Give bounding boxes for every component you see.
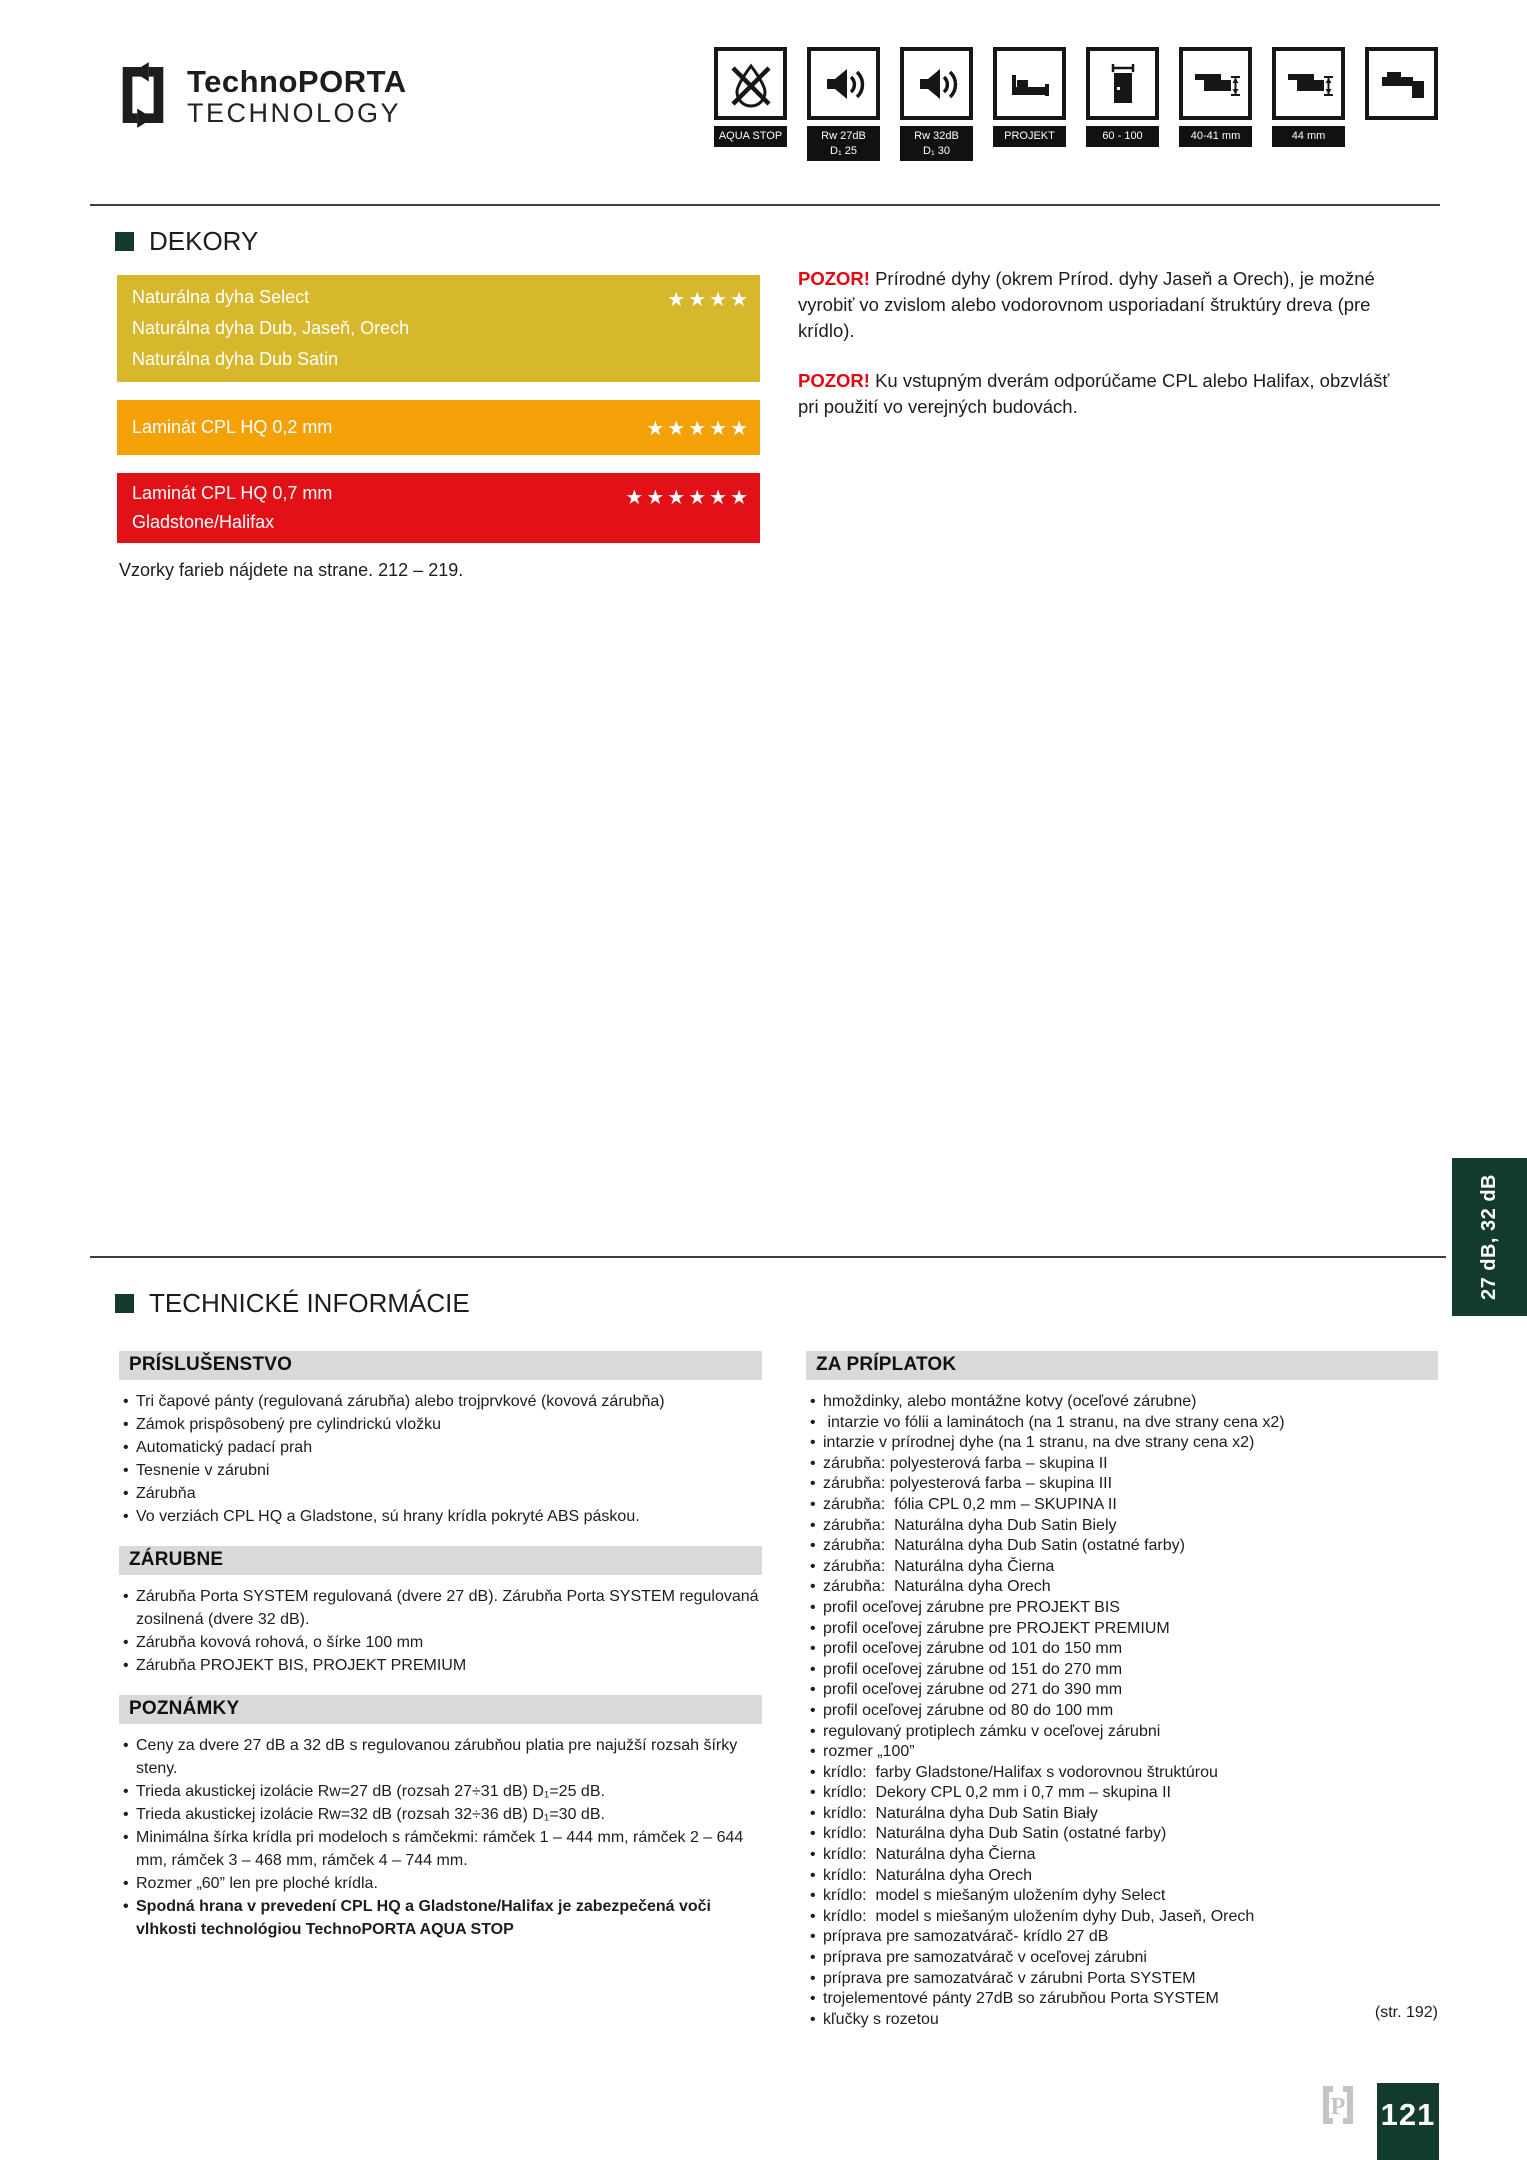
star-rating: ★★★★★★ xyxy=(625,487,751,509)
door-thickness-icon xyxy=(1272,47,1345,120)
tech-divider xyxy=(90,1256,1446,1258)
section-square-marker xyxy=(115,232,134,251)
list-item: • Tri čapové pánty (regulovaná zárubňa) alebo trojprvkové (kovová zárubňa) xyxy=(119,1390,762,1413)
tech-left-column xyxy=(119,1351,762,1959)
side-tab-label: 27 dB, 32 dB xyxy=(1478,1173,1500,1301)
list-item: • zárubňa: polyesterová farba – skupina II xyxy=(806,1454,1438,1475)
list-item: • Ceny za dvere 27 dB a 32 dB s regulovanou zárubňou platia pre najužší rozsah šírky steny. xyxy=(119,1734,762,1780)
list-item: • Zámok prispôsobený pre cylindrickú vložku xyxy=(119,1413,762,1436)
badge-aqua-stop xyxy=(714,47,787,161)
decor-bar-cpl-02 xyxy=(117,400,760,455)
list-item: • Tesnenie v zárubni xyxy=(119,1459,762,1482)
list-item: • zárubňa: polyesterová farba – skupina III xyxy=(806,1474,1438,1495)
list-item: • profil oceľovej zárubne od 271 do 390 mm xyxy=(806,1680,1438,1701)
notice-text: Prírodné dyhy (okrem Prírod. dyhy Jaseň a Orech), je možné vyrobiť vo zvislom alebo vodorovnom usporiadaní štruktúry dreva (pre krídlo). xyxy=(798,268,1375,341)
badge-label: Rw 32dB D₁ 30 xyxy=(900,126,973,161)
decor-line: Naturálna dyha Dub Satin xyxy=(132,349,339,369)
list-item: • Trieda akustickej izolácie Rw=27 dB (rozsah 27÷31 dB) D₁=25 dB. xyxy=(119,1780,762,1803)
list-item: • rozmer „100” xyxy=(806,1742,1438,1763)
speaker-icon xyxy=(900,47,973,120)
dekory-section-title xyxy=(115,226,258,257)
list-item: • zárubňa: Naturálna dyha Čierna xyxy=(806,1557,1438,1578)
door-thickness-icon xyxy=(1179,47,1252,120)
list-item: • Minimálna šírka krídla pri modeloch s rámčekmi: rámček 1 – 444 mm, rámček 2 – 644 mm, rámček 3 – 468 mm, rámček 4 – 744 mm. xyxy=(119,1826,762,1872)
list-item: • profil oceľovej zárubne od 80 do 100 mm xyxy=(806,1701,1438,1722)
list-item: • profil oceľovej zárubne pre PROJEKT BIS xyxy=(806,1598,1438,1619)
badge-label: PROJEKT xyxy=(993,126,1066,147)
bed-icon xyxy=(993,47,1066,120)
list-item: • hmoždinky, alebo montážne kotvy (oceľové zárubne) xyxy=(806,1392,1438,1413)
list-item: • krídlo: Dekory CPL 0,2 mm i 0,7 mm – skupina II xyxy=(806,1783,1438,1804)
tech-section-title xyxy=(115,1288,470,1319)
decor-line: Gladstone/Halifax xyxy=(132,512,275,532)
section-square-marker xyxy=(115,1294,134,1313)
section-zarubne xyxy=(119,1546,762,1677)
zarubne-list xyxy=(119,1585,762,1677)
list-item: • Vo verziách CPL HQ a Gladstone, sú hrany krídla pokryté ABS páskou. xyxy=(119,1505,762,1528)
section-title-text: TECHNICKÉ INFORMÁCIE xyxy=(149,1288,470,1318)
list-item: • Automatický padací prah xyxy=(119,1436,762,1459)
list-item: • zárubňa: Naturálna dyha Dub Satin (ostatné farby) xyxy=(806,1536,1438,1557)
notice-text: Ku vstupným dverám odporúčame CPL alebo Halifax, obzvlášť pri použití vo verejných budovách. xyxy=(798,370,1390,417)
section-za-priplatok xyxy=(806,1351,1438,2030)
notice-veneer xyxy=(798,266,1398,344)
list-item: • profil oceľovej zárubne od 151 do 270 mm xyxy=(806,1660,1438,1681)
badge-acoustic-32db xyxy=(900,47,973,161)
list-item: • Rozmer „60” len pre ploché krídla. xyxy=(119,1872,762,1895)
badge-label: 40-41 mm xyxy=(1179,126,1252,147)
badge-acoustic-27db xyxy=(807,47,880,161)
badge-label: Rw 27dB D₁ 25 xyxy=(807,126,880,161)
decor-line: Laminát CPL HQ 0,2 mm xyxy=(132,417,333,437)
star-rating: ★★★★ xyxy=(667,289,751,311)
prislusenstvo-list xyxy=(119,1390,762,1528)
list-item: • krídlo: Naturálna dyha Čierna xyxy=(806,1845,1438,1866)
subsection-header: PRÍSLUŠENSTVO xyxy=(119,1351,762,1380)
subsection-header: POZNÁMKY xyxy=(119,1695,762,1724)
list-item: • Spodná hrana v prevedení CPL HQ a Gladstone/Halifax je zabezpečená voči vlhkosti technológiou TechnoPORTA AQUA STOP xyxy=(119,1895,762,1941)
technoporta-logo-icon xyxy=(114,58,172,137)
logo-subtitle: TECHNOLOGY xyxy=(187,97,402,128)
subsection-header: ZÁRUBNE xyxy=(119,1546,762,1575)
notice-prefix: POZOR! xyxy=(798,370,870,391)
p-logo-letter: P xyxy=(1330,2094,1346,2120)
list-item: • profil oceľovej zárubne od 101 do 150 mm xyxy=(806,1639,1438,1660)
technoporta-logo xyxy=(114,58,407,137)
page-number-box xyxy=(1377,2083,1439,2160)
badge-thickness-44 xyxy=(1272,47,1345,161)
list-item: • krídlo: farby Gladstone/Halifax s vodorovnou štruktúrou xyxy=(806,1763,1438,1784)
list-item: • krídlo: Naturálna dyha Orech xyxy=(806,1866,1438,1887)
decor-line: Laminát CPL HQ 0,7 mm xyxy=(132,483,333,503)
decor-bar-cpl-07 xyxy=(117,473,760,543)
list-item: • krídlo: Naturálna dyha Dub Satin Biały xyxy=(806,1804,1438,1825)
badge-rebate-profile xyxy=(1365,47,1438,161)
list-item: • krídlo: model s miešaným uložením dyhy Dub, Jaseň, Orech xyxy=(806,1907,1438,1928)
logo-text xyxy=(187,66,407,128)
logo-title: TechnoPORTA xyxy=(187,64,407,100)
list-item: • krídlo: Naturálna dyha Dub Satin (ostatné farby) xyxy=(806,1824,1438,1845)
badge-width-range xyxy=(1086,47,1159,161)
za-priplatok-list xyxy=(806,1392,1438,2030)
header-divider xyxy=(90,204,1440,206)
list-item: • Trieda akustickej izolácie Rw=32 dB (rozsah 32÷36 dB) D₁=30 dB. xyxy=(119,1803,762,1826)
list-item: • zárubňa: fólia CPL 0,2 mm – SKUPINA II xyxy=(806,1495,1438,1516)
list-item: • Zárubňa PROJEKT BIS, PROJEKT PREMIUM xyxy=(119,1654,762,1677)
badge-thickness-40-41 xyxy=(1179,47,1252,161)
list-item: • regulovaný protiplech zámku v oceľovej zárubni xyxy=(806,1722,1438,1743)
page-number: 121 xyxy=(1380,2097,1436,2132)
notice-prefix: POZOR! xyxy=(798,268,870,289)
poznamky-list xyxy=(119,1734,762,1941)
list-item: • profil oceľovej zárubne pre PROJEKT PREMIUM xyxy=(806,1619,1438,1640)
list-item: • krídlo: model s miešaným uložením dyhy Select xyxy=(806,1886,1438,1907)
list-item: • príprava pre samozatvárač v zárubni Porta SYSTEM xyxy=(806,1969,1438,1990)
list-item: • intarzie v prírodnej dyhe (na 1 stranu, na dve strany cena x2) xyxy=(806,1433,1438,1454)
list-item: • príprava pre samozatvárač v oceľovej zárubni xyxy=(806,1948,1438,1969)
speaker-icon xyxy=(807,47,880,120)
section-title-text: DEKORY xyxy=(149,226,259,256)
list-item: • trojelementové pánty 27dB so zárubňou Porta SYSTEM xyxy=(806,1989,1438,2010)
acoustic-side-tab xyxy=(1452,1158,1527,1316)
page-reference-note: (str. 192) xyxy=(1374,2004,1438,2021)
door-rebate-icon xyxy=(1365,47,1438,120)
subsection-header: ZA PRÍPLATOK xyxy=(806,1351,1438,1380)
badge-label: AQUA STOP xyxy=(714,126,787,147)
list-item: • kľučky s rozetou xyxy=(806,2010,1438,2031)
star-rating: ★★★★★ xyxy=(646,418,751,440)
decor-line: Naturálna dyha Select xyxy=(132,287,310,307)
section-poznamky xyxy=(119,1695,762,1941)
property-badges-row xyxy=(714,47,1438,161)
badge-label: 60 - 100 xyxy=(1086,126,1159,147)
door-width-icon xyxy=(1086,47,1159,120)
tech-right-column xyxy=(806,1351,1438,2048)
list-item: • Zárubňa xyxy=(119,1482,762,1505)
badge-label: 44 mm xyxy=(1272,126,1345,147)
color-samples-note: Vzorky farieb nájdete na strane. 212 – 219. xyxy=(119,560,464,580)
notice-entrance xyxy=(798,368,1398,420)
decor-line: Naturálna dyha Dub, Jaseň, Orech xyxy=(132,318,410,338)
list-item: • Zárubňa Porta SYSTEM regulovaná (dvere 27 dB). Zárubňa Porta SYSTEM regulovaná zosilnená (dvere 32 dB). xyxy=(119,1585,762,1631)
notices-column xyxy=(798,266,1398,444)
section-prislusenstvo xyxy=(119,1351,762,1528)
list-item: • príprava pre samozatvárač- krídlo 27 dB xyxy=(806,1927,1438,1948)
list-item: • intarzie vo fólii a laminátoch (na 1 stranu, na dve strany cena x2) xyxy=(806,1413,1438,1434)
porta-p-logo xyxy=(1318,2082,1358,2135)
list-item: • Zárubňa kovová rohová, o šírke 100 mm xyxy=(119,1631,762,1654)
list-item: • zárubňa: Naturálna dyha Dub Satin Biely xyxy=(806,1516,1438,1537)
list-item: • zárubňa: Naturálna dyha Orech xyxy=(806,1577,1438,1598)
badge-projekt xyxy=(993,47,1066,161)
aqua-stop-icon xyxy=(714,47,787,120)
decor-bar-natural-veneer xyxy=(117,275,760,382)
